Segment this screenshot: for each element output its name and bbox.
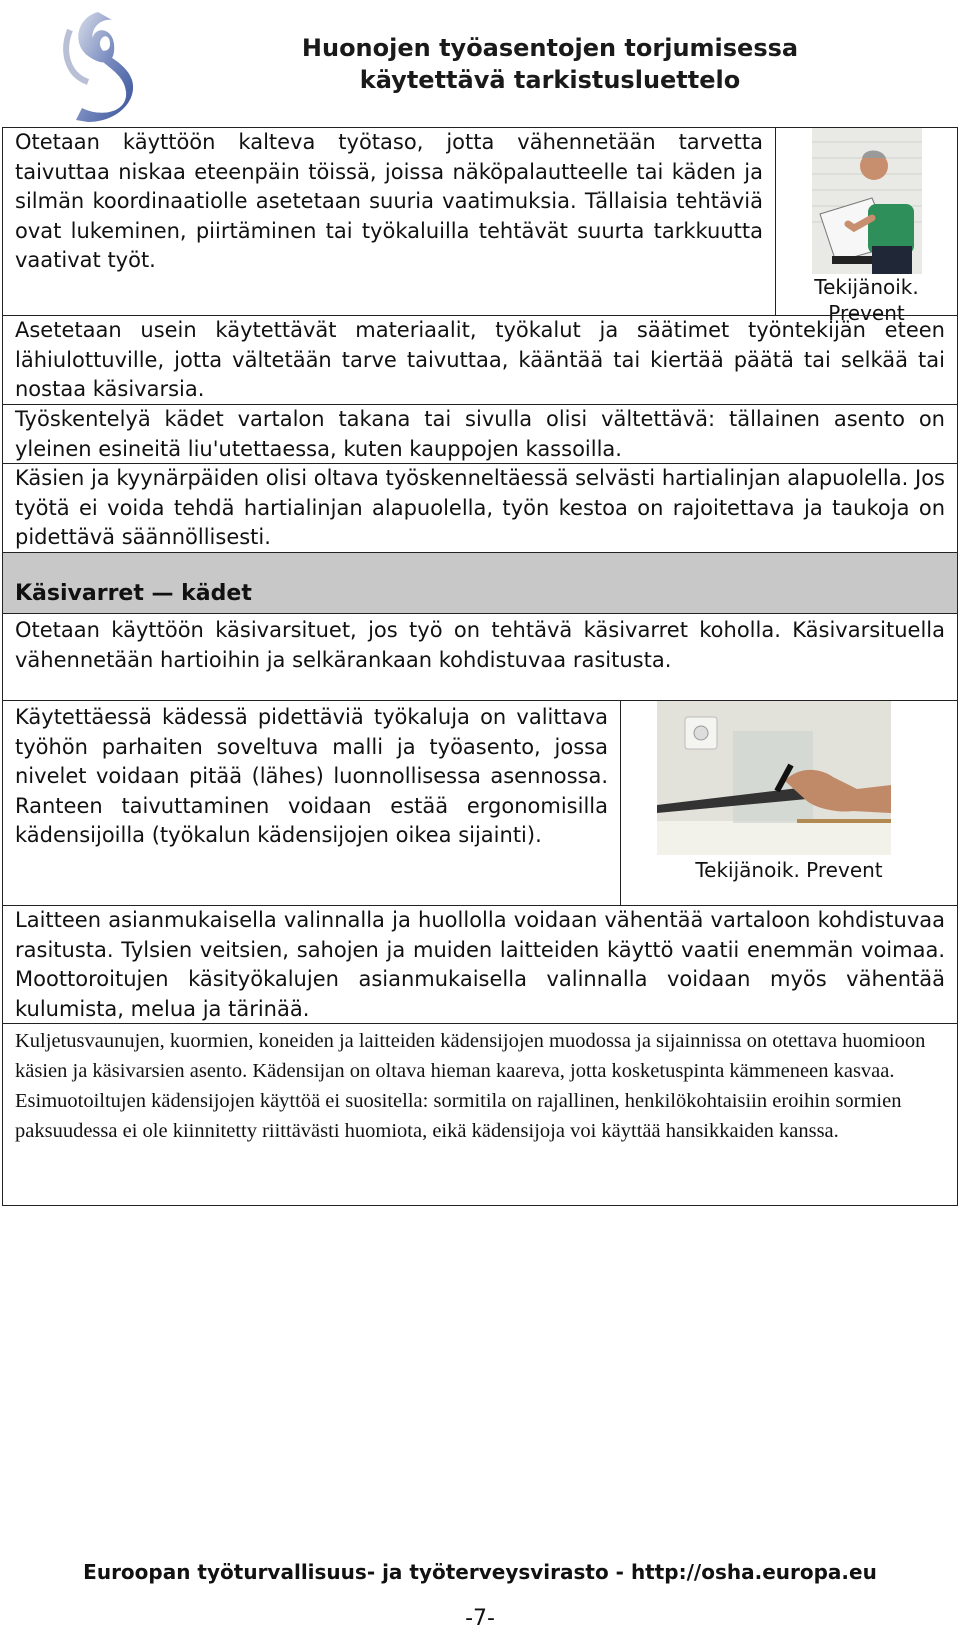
row-text: Otetaan käyttöön käsivarsituet, jos työ on tehtävä käsivarret koholla. Käsivarsituella vähennetään hartioihin ja selkärankaan kohdistuvaa rasitusta. [15, 618, 945, 672]
row-text: Otetaan käyttöön kalteva työtaso, jotta vähennetään tarvetta taivuttaa niskaa eteenpäin töissä, joissa näköpalautteelle tai käden ja silmän koordinaatiolle asetetaan suuria vaatimuksia. Tällaisia tehtäviä ovat lukeminen, piirtäminen tai työkaluilla tehtävät suurta tarkkuutta vaativat työt. [15, 130, 763, 272]
row-text: Asetetaan usein käytettävät materiaalit, työkalut ja säätimet työntekijän eteen lähiulottuville, jotta vältetään tarve taivuttaa, kääntää tai kiertää päätä tai selkää tai nostaa käsivarsia. [15, 318, 945, 401]
row-text-cell [3, 128, 776, 315]
checklist-row [3, 614, 957, 701]
checklist-row [3, 1024, 957, 1205]
checklist-row [3, 701, 957, 906]
row-text: Laitteen asianmukaisella valinnalla ja huollolla voidaan vähentää vartaloon kohdistuvaa rasitusta. Tylsien veitsien, sahojen ja muiden laitteiden käyttö vaatii enemmän voimaa. Moottoroitujen käsityökalujen asianmukaisella valinnalla voidaan myös vähentää kulumista, melua ja tärinää. [15, 908, 945, 1021]
checklist-row [3, 464, 957, 553]
page-number: -7- [465, 1606, 495, 1631]
row-text-cell [3, 701, 621, 905]
checklist-table [2, 127, 958, 1206]
checklist-row [3, 128, 957, 325]
section-header: Käsivarret — kädet [3, 553, 957, 614]
agency-logo [58, 4, 138, 122]
photo-man-drawing [812, 128, 922, 274]
checklist-row [3, 906, 957, 1024]
row-text: Käsien ja kyynärpäiden olisi oltava työskenneltäessä selvästi hartialinjan alapuolella. Jos työtä ei voida tehdä hartialinjan alapuolella, työn kestoa on rajoitettava ja taukoja on pidettävä säännöllisesti. [15, 466, 945, 549]
checklist-row [3, 316, 957, 405]
checklist-row [3, 405, 957, 464]
footer-agency: Euroopan työturvallisuus- ja työterveysvirasto - http://osha.europa.eu [83, 1560, 877, 1584]
row-text: Käytettäessä kädessä pidettäviä työkaluja on valittava työhön parhaiten soveltuva malli ja työasento, jossa nivelet voidaan pitää (lähes) luonnollisessa asennossa. Ranteen taivuttaminen voidaan estää ergonomisilla kädensijoilla (työkalun kädensijojen oikea sijainti). [15, 705, 608, 847]
photo-knife-handle [657, 701, 891, 855]
title-line-1: Huonojen työasentojen torjumisessa [301, 34, 799, 62]
photo-caption: Tekijänoik. Prevent [695, 858, 883, 882]
title-line-2: käytettävä tarkistusluettelo [359, 66, 741, 94]
row-text: Työskentelyä kädet vartalon takana tai sivulla olisi vältettävä: tällainen asento on yleinen esineitä liu'utettaessa, kuten kauppojen kassoilla. [15, 407, 945, 461]
row-image-cell [776, 128, 957, 325]
row-text: Kuljetusvaunujen, kuormien, koneiden ja laitteiden kädensijojen muodossa ja sijainnissa on otettava huomioon käsien ja käsivarsien asento. Kädensijan on oltava hieman kaareva, jotta kosketuspinta kämmeneen kasvaa. Esimuotoiltujen kädensijojen käyttöä ei suositella: sormitila on rajallinen, henkilökohtaisiin eroihin sormien paksuudessa ei ole kiinnitetty riittävästi huomiota, eikä kädensijoja voi käyttää hansikkaiden kanssa. [15, 1030, 926, 1142]
row-image-cell [621, 701, 957, 905]
photo-caption: Tekijänoik. Prevent [814, 275, 919, 325]
document-title [240, 32, 860, 96]
